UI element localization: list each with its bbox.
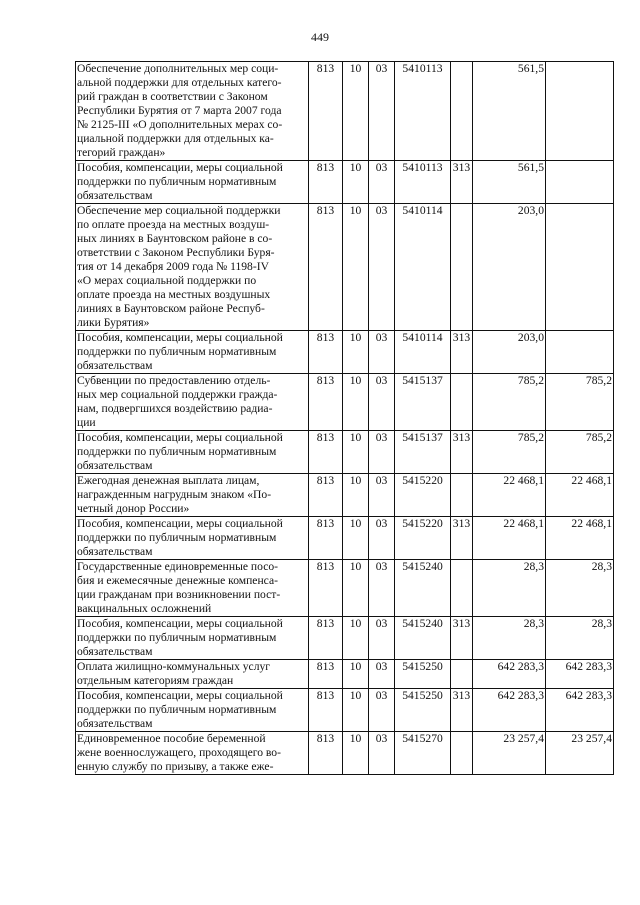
item-name-line: обязательствам — [77, 189, 153, 202]
item-name-line: нам, подвергшихся воздействию радиа- — [77, 402, 273, 415]
page-number: 449 — [311, 30, 329, 44]
item-name-line: ных линиях в Баунтовском районе в со- — [77, 232, 273, 245]
section-code-cell: 10 — [343, 660, 369, 689]
item-name-line: Ежегодная денежная выплата лицам, — [77, 474, 260, 487]
amount-secondary-cell: 22 468,1 — [546, 474, 614, 517]
amount-cell: 28,3 — [473, 560, 546, 617]
amount-secondary-cell: 22 468,1 — [546, 517, 614, 560]
section-code-cell: 10 — [343, 560, 369, 617]
item-name-line: ции — [77, 416, 96, 429]
item-name-line: линиях в Баунтовском районе Респуб- — [77, 302, 265, 315]
table-row — [76, 660, 614, 689]
table-row — [76, 161, 614, 204]
ministry-code-cell: 813 — [309, 732, 343, 775]
section-code-cell: 10 — [343, 431, 369, 474]
item-name-line: «О мерах социальной поддержки по — [77, 274, 257, 287]
item-name-line: Пособия, компенсации, меры социальной — [77, 431, 283, 444]
amount-secondary-cell: 642 283,3 — [546, 689, 614, 732]
article-code-cell: 5410114 — [395, 204, 451, 331]
item-name-line: оплате проезда на местных воздушных — [77, 288, 271, 301]
article-code-cell: 5415137 — [395, 431, 451, 474]
amount-cell: 203,0 — [473, 331, 546, 374]
item-name-line: обязательствам — [77, 717, 153, 730]
table-row — [76, 431, 614, 474]
amount-cell: 785,2 — [473, 431, 546, 474]
table-row — [76, 732, 614, 775]
expense-type-cell — [451, 374, 473, 431]
item-name-cell — [76, 474, 309, 517]
item-name-line: рий граждан в соответствии с Законом — [77, 90, 268, 103]
subsection-code-cell: 03 — [369, 474, 395, 517]
section-code-cell: 10 — [343, 517, 369, 560]
article-code-cell: 5415220 — [395, 474, 451, 517]
expense-type-cell: 313 — [451, 161, 473, 204]
ministry-code-cell: 813 — [309, 161, 343, 204]
ministry-code-cell: 813 — [309, 431, 343, 474]
table-row — [76, 204, 614, 331]
item-name-line: Пособия, компенсации, меры социальной — [77, 617, 283, 630]
section-code-cell: 10 — [343, 204, 369, 331]
item-name-cell — [76, 560, 309, 617]
article-code-cell: 5415240 — [395, 560, 451, 617]
amount-secondary-cell: 642 283,3 — [546, 660, 614, 689]
subsection-code-cell: 03 — [369, 374, 395, 431]
item-name-line: Республики Бурятия от 7 марта 2007 года — [77, 104, 282, 117]
item-name-line: енную службу по призыву, а также еже- — [77, 760, 274, 773]
item-name-line: ции гражданам при возникновении пост- — [77, 588, 281, 601]
table-row — [76, 331, 614, 374]
item-name-line: обязательствам — [77, 359, 153, 372]
item-name-line: Оплата жилищно-коммунальных услуг — [77, 660, 271, 673]
item-name-line: поддержки по публичным нормативным — [77, 175, 277, 188]
item-name-line: поддержки по публичным нормативным — [77, 531, 277, 544]
item-name-line: вакцинальных осложнений — [77, 602, 212, 615]
expense-type-cell: 313 — [451, 617, 473, 660]
subsection-code-cell: 03 — [369, 732, 395, 775]
table-row — [76, 474, 614, 517]
item-name-line: бия и ежемесячные денежные компенса- — [77, 574, 278, 587]
amount-secondary-cell: 785,2 — [546, 431, 614, 474]
ministry-code-cell: 813 — [309, 689, 343, 732]
item-name-line: Пособия, компенсации, меры социальной — [77, 331, 283, 344]
item-name-line: альной поддержки для отдельных катего- — [77, 76, 282, 89]
item-name-line: Обеспечение мер социальной поддержки — [77, 204, 281, 217]
item-name-line: четный донор России» — [77, 502, 190, 515]
article-code-cell: 5415250 — [395, 660, 451, 689]
section-code-cell: 10 — [343, 331, 369, 374]
item-name-line: Обеспечение дополнительных мер соци- — [77, 62, 279, 75]
amount-cell: 28,3 — [473, 617, 546, 660]
amount-secondary-cell — [546, 331, 614, 374]
subsection-code-cell: 03 — [369, 161, 395, 204]
expense-type-cell — [451, 204, 473, 331]
table-row — [76, 517, 614, 560]
amount-secondary-cell: 23 257,4 — [546, 732, 614, 775]
item-name-line: ных мер социальной поддержки гражда- — [77, 388, 278, 401]
article-code-cell: 5415240 — [395, 617, 451, 660]
section-code-cell: 10 — [343, 62, 369, 161]
item-name-line: Субвенции по предоставлению отдель- — [77, 374, 271, 387]
ministry-code-cell: 813 — [309, 204, 343, 331]
item-name-line: тегорий граждан» — [77, 146, 166, 159]
subsection-code-cell: 03 — [369, 660, 395, 689]
item-name-cell — [76, 431, 309, 474]
item-name-cell — [76, 331, 309, 374]
item-name-line: награжденным нагрудным знаком «По- — [77, 488, 272, 501]
item-name-cell — [76, 660, 309, 689]
article-code-cell: 5410113 — [395, 161, 451, 204]
item-name-line: обязательствам — [77, 459, 153, 472]
article-code-cell: 5415137 — [395, 374, 451, 431]
item-name-line: жене военнослужащего, проходящего во- — [77, 746, 281, 759]
item-name-line: обязательствам — [77, 645, 153, 658]
item-name-line: Пособия, компенсации, меры социальной — [77, 161, 283, 174]
ministry-code-cell: 813 — [309, 660, 343, 689]
subsection-code-cell: 03 — [369, 517, 395, 560]
expense-type-cell — [451, 62, 473, 161]
expense-type-cell: 313 — [451, 517, 473, 560]
item-name-line: лики Бурятия» — [77, 316, 150, 329]
item-name-line: Пособия, компенсации, меры социальной — [77, 689, 283, 702]
section-code-cell: 10 — [343, 474, 369, 517]
section-code-cell: 10 — [343, 689, 369, 732]
item-name-line: обязательствам — [77, 545, 153, 558]
expense-type-cell — [451, 474, 473, 517]
article-code-cell: 5410113 — [395, 62, 451, 161]
ministry-code-cell: 813 — [309, 517, 343, 560]
amount-cell: 561,5 — [473, 161, 546, 204]
ministry-code-cell: 813 — [309, 374, 343, 431]
ministry-code-cell: 813 — [309, 62, 343, 161]
expense-type-cell: 313 — [451, 331, 473, 374]
expense-type-cell — [451, 560, 473, 617]
table-row — [76, 560, 614, 617]
expense-type-cell — [451, 732, 473, 775]
budget-table-body — [76, 62, 614, 775]
expense-type-cell: 313 — [451, 431, 473, 474]
amount-cell: 642 283,3 — [473, 689, 546, 732]
table-row — [76, 374, 614, 431]
item-name-cell — [76, 732, 309, 775]
table-row — [76, 62, 614, 161]
amount-cell: 203,0 — [473, 204, 546, 331]
section-code-cell: 10 — [343, 161, 369, 204]
ministry-code-cell: 813 — [309, 474, 343, 517]
item-name-cell — [76, 374, 309, 431]
table-row — [76, 689, 614, 732]
amount-cell: 785,2 — [473, 374, 546, 431]
item-name-cell — [76, 161, 309, 204]
amount-cell: 561,5 — [473, 62, 546, 161]
article-code-cell: 5410114 — [395, 331, 451, 374]
section-code-cell: 10 — [343, 374, 369, 431]
subsection-code-cell: 03 — [369, 204, 395, 331]
ministry-code-cell: 813 — [309, 560, 343, 617]
item-name-cell — [76, 617, 309, 660]
item-name-line: ответствии с Законом Республики Буря- — [77, 246, 275, 259]
amount-cell: 23 257,4 — [473, 732, 546, 775]
item-name-line: поддержки по публичным нормативным — [77, 703, 277, 716]
section-code-cell: 10 — [343, 617, 369, 660]
section-code-cell: 10 — [343, 732, 369, 775]
article-code-cell: 5415250 — [395, 689, 451, 732]
table-row — [76, 617, 614, 660]
amount-cell: 642 283,3 — [473, 660, 546, 689]
amount-secondary-cell: 28,3 — [546, 560, 614, 617]
item-name-cell — [76, 62, 309, 161]
item-name-line: поддержки по публичным нормативным — [77, 631, 277, 644]
expense-type-cell — [451, 660, 473, 689]
amount-secondary-cell — [546, 62, 614, 161]
amount-secondary-cell — [546, 204, 614, 331]
item-name-line: тия от 14 декабря 2009 года № 1198-IV — [77, 260, 269, 273]
subsection-code-cell: 03 — [369, 331, 395, 374]
item-name-line: циальной поддержки для отдельных ка- — [77, 132, 274, 145]
subsection-code-cell: 03 — [369, 617, 395, 660]
item-name-line: Пособия, компенсации, меры социальной — [77, 517, 283, 530]
subsection-code-cell: 03 — [369, 560, 395, 617]
ministry-code-cell: 813 — [309, 617, 343, 660]
item-name-line: Единовременное пособие беременной — [77, 732, 266, 745]
subsection-code-cell: 03 — [369, 431, 395, 474]
amount-secondary-cell: 28,3 — [546, 617, 614, 660]
item-name-cell — [76, 517, 309, 560]
amount-cell: 22 468,1 — [473, 517, 546, 560]
amount-cell: 22 468,1 — [473, 474, 546, 517]
amount-secondary-cell: 785,2 — [546, 374, 614, 431]
item-name-cell — [76, 204, 309, 331]
expense-type-cell: 313 — [451, 689, 473, 732]
ministry-code-cell: 813 — [309, 331, 343, 374]
subsection-code-cell: 03 — [369, 689, 395, 732]
item-name-line: поддержки по публичным нормативным — [77, 345, 277, 358]
item-name-line: № 2125-III «О дополнительных мерах со- — [77, 118, 283, 131]
amount-secondary-cell — [546, 161, 614, 204]
item-name-line: поддержки по публичным нормативным — [77, 445, 277, 458]
item-name-cell — [76, 689, 309, 732]
item-name-line: по оплате проезда на местных воздуш- — [77, 218, 270, 231]
item-name-line: Государственные единовременные посо- — [77, 560, 279, 573]
subsection-code-cell: 03 — [369, 62, 395, 161]
article-code-cell: 5415220 — [395, 517, 451, 560]
article-code-cell: 5415270 — [395, 732, 451, 775]
budget-table — [75, 61, 614, 775]
item-name-line: отдельным категориям граждан — [77, 674, 234, 687]
